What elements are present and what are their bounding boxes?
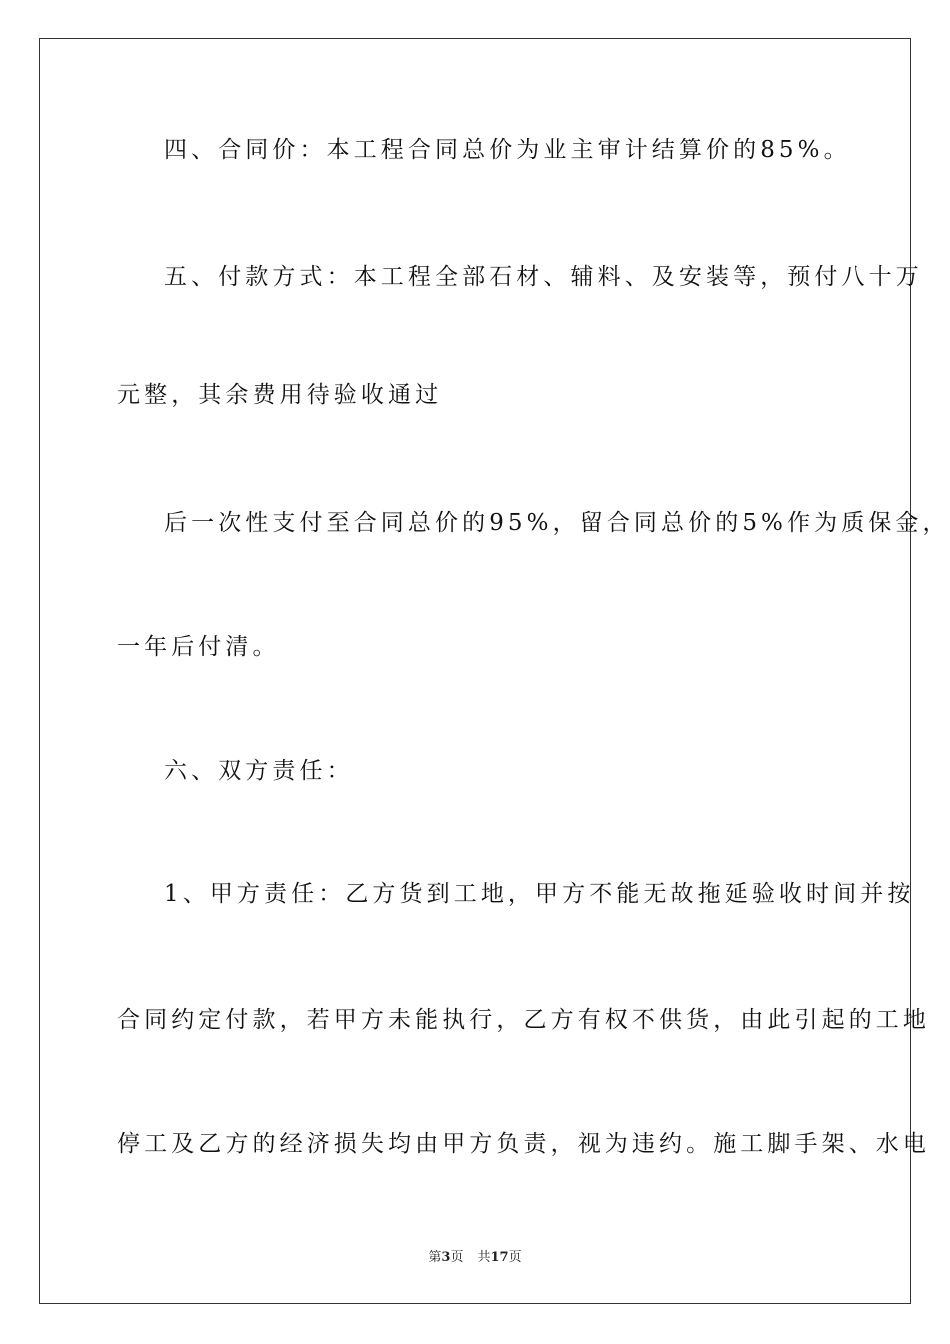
page-footer [0,1246,950,1265]
page-number: 3 [441,1250,451,1265]
party-a-responsibility-line-3: 停工及乙方的经济损失均由甲方负责，视为违约。施工脚手架、水电 [117,1131,930,1157]
total-pages: 17 [490,1250,509,1265]
total-prefix: 共 [477,1250,491,1265]
payment-method-line-4: 一年后付清。 [117,634,280,660]
party-a-responsibility-line-2: 合同约定付款，若甲方未能执行，乙方有权不供货，由此引起的工地 [117,1007,930,1033]
page-border [39,38,950,1304]
payment-method-line-1: 五、付款方式：本工程全部石材、辅料、及安装等，预付八十万 [164,264,923,290]
page-prefix: 第 [428,1250,442,1265]
payment-method-line-3: 后一次性支付至合同总价的95%，留合同总价的5%作为质保金， [164,510,950,536]
page-suffix: 页 [450,1250,464,1265]
party-a-responsibility-line-1: 1、甲方责任：乙方货到工地，甲方不能无故拖延验收时间并按 [164,881,915,907]
contract-price-line: 四、合同价：本工程合同总价为业主审计结算价的85%。 [164,137,851,163]
payment-method-line-2: 元整，其余费用待验收通过 [117,382,443,408]
responsibilities-heading: 六、双方责任： [164,758,354,784]
total-suffix: 页 [508,1250,522,1265]
